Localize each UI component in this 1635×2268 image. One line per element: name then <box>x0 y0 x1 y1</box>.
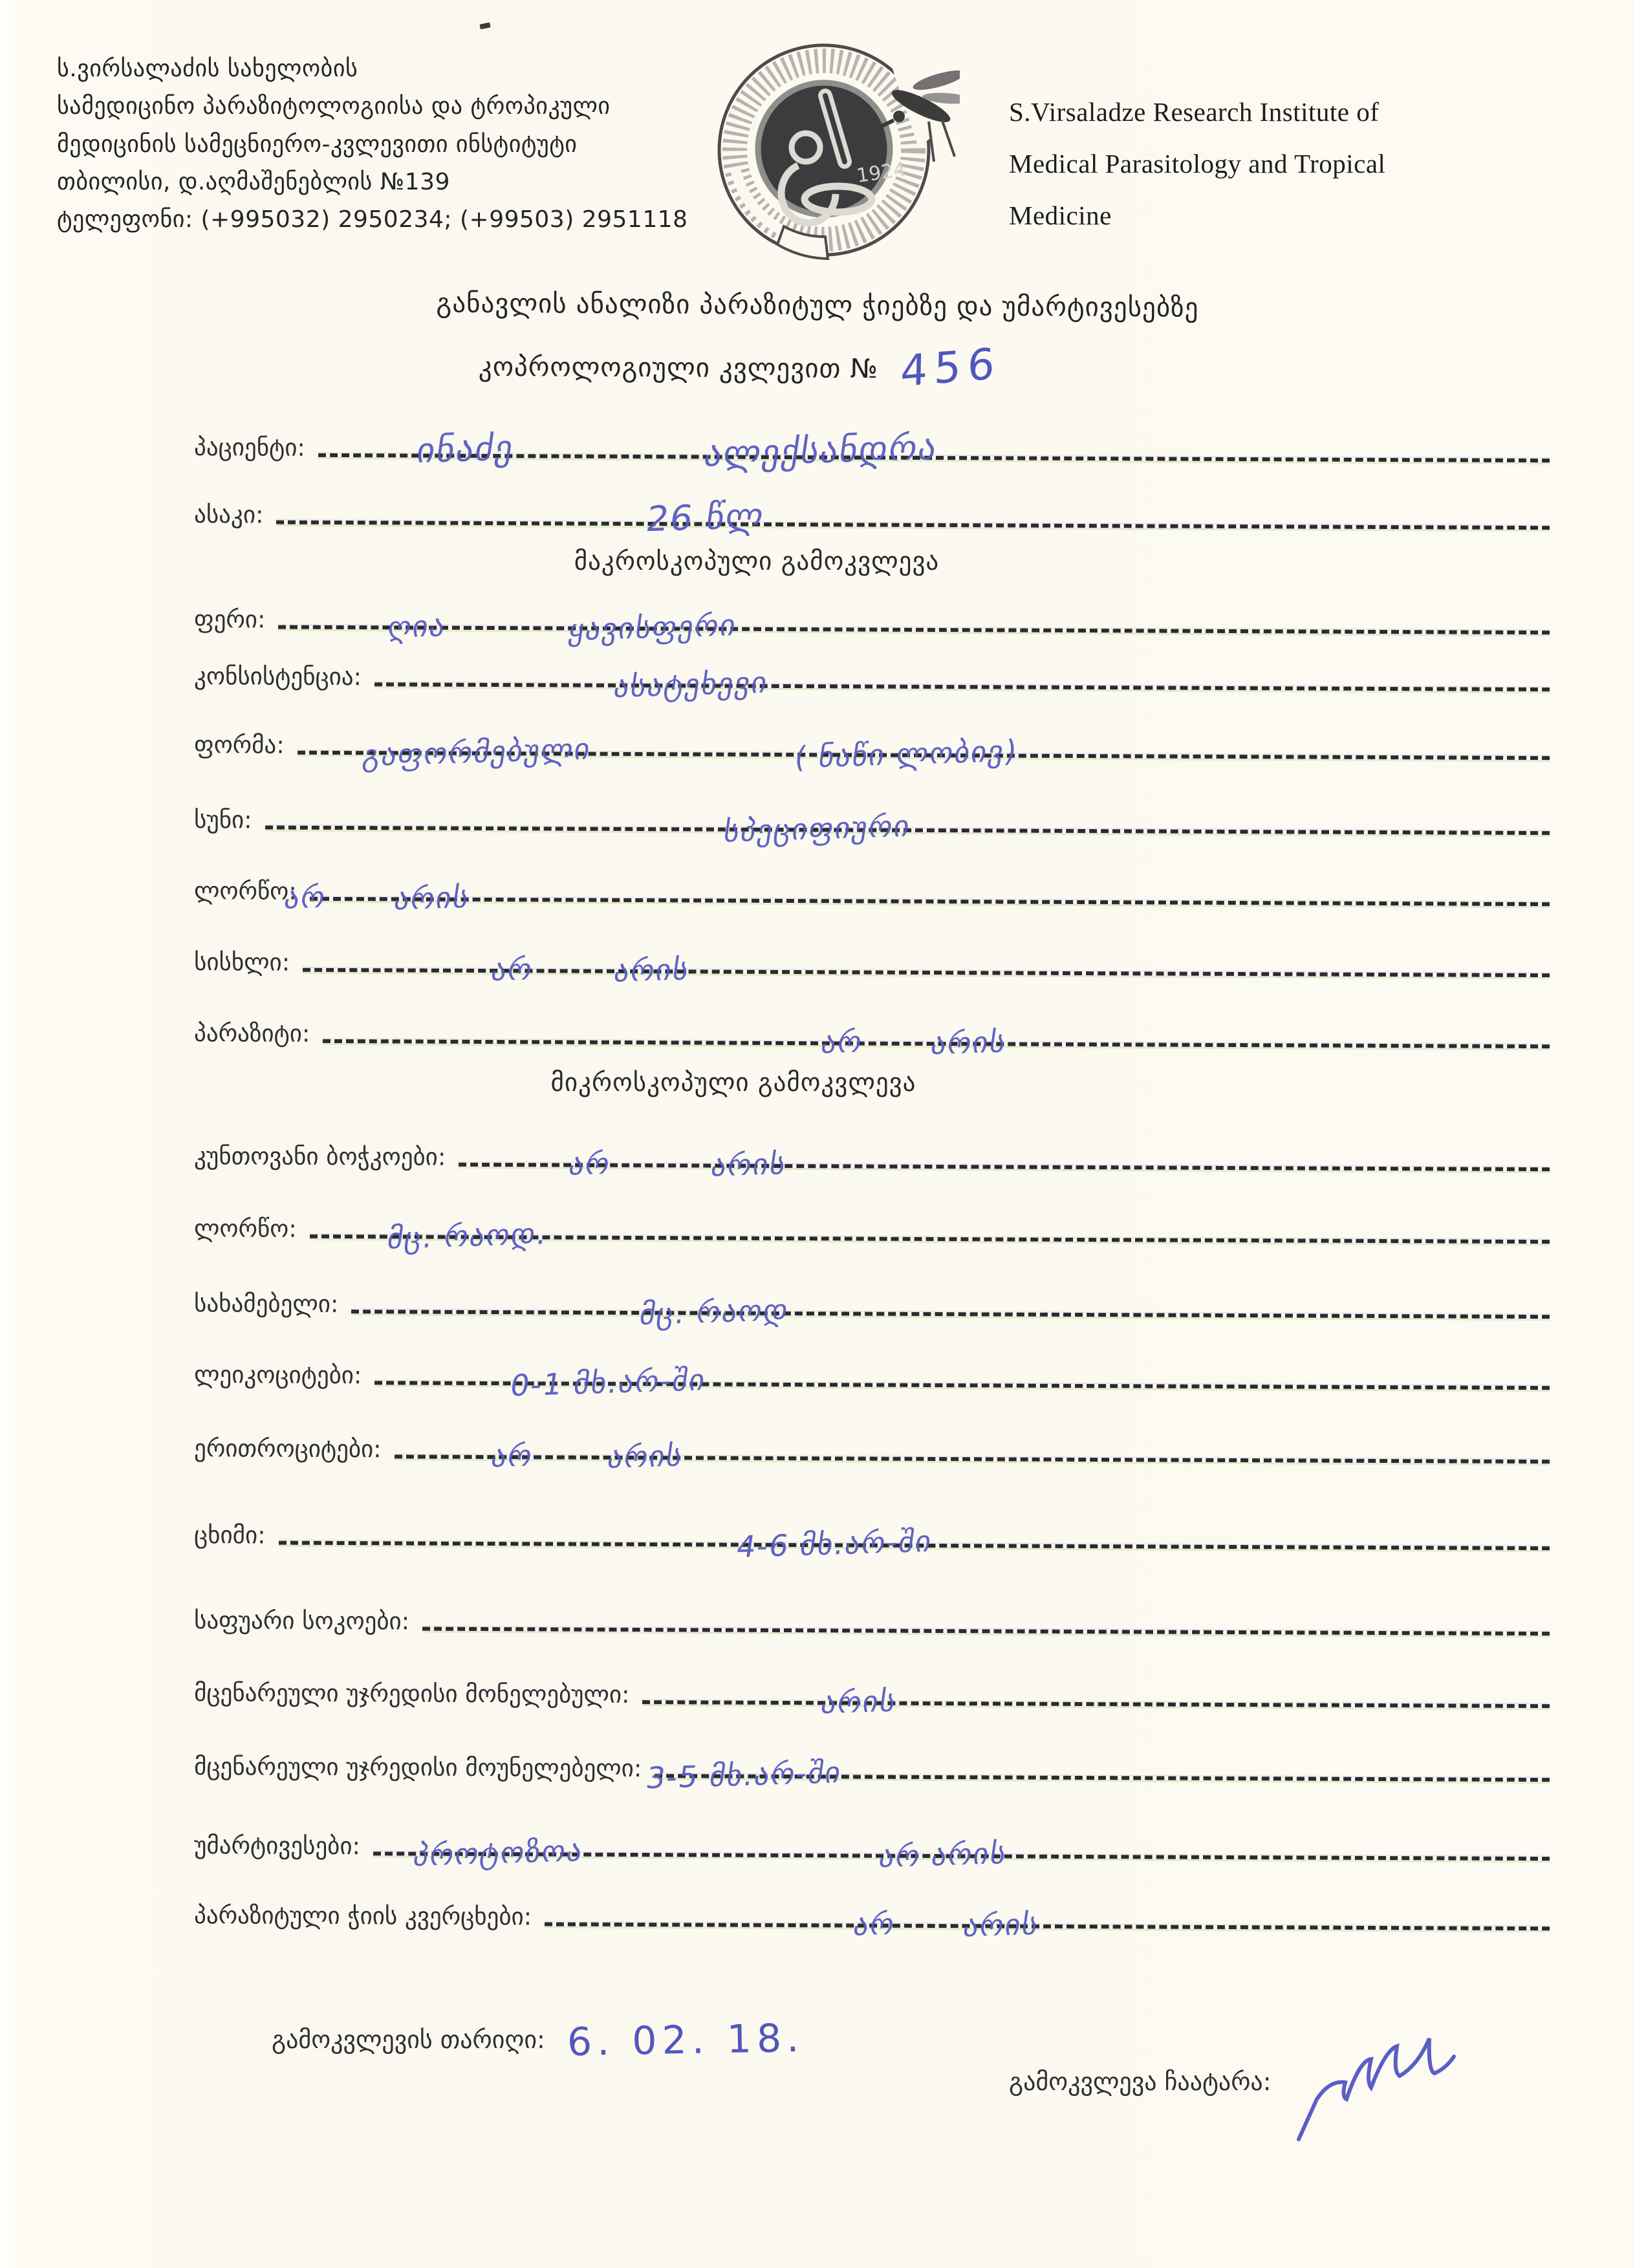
exam-date-block <box>272 2015 805 2066</box>
examiner-signature <box>1291 2022 1485 2151</box>
plant-undigested-label: მცენარეული უჯრედისი მოუნელებელი: <box>193 1753 642 1783</box>
patient-first-name-handwriting: ინაძე <box>414 427 517 471</box>
parasite-label: პარაზიტი: <box>193 1019 310 1048</box>
blood-label: სისხლი: <box>193 948 290 977</box>
seal-year: 1924 <box>855 158 907 188</box>
muscle-fibers-value-handwriting: არის <box>708 1146 790 1183</box>
patient-last-name-handwriting: ალექსანდრა <box>701 426 941 475</box>
field-row-age <box>193 494 1550 540</box>
institute-en-line: Medical Parasitology and Tropical <box>1009 148 1386 178</box>
consistency-label: კონსისტენცია: <box>193 662 362 691</box>
form-title-line2-text: კოპროლოგიული კვლევით № <box>478 351 879 385</box>
dashed-line <box>310 897 1550 906</box>
dashed-line <box>303 968 1550 977</box>
field-row-mucus-macro <box>193 870 1550 917</box>
field-row-muscle-fibers <box>193 1136 1550 1183</box>
worm-eggs-value-handwriting: არის <box>960 1906 1042 1944</box>
dashed-line <box>374 682 1550 691</box>
institute-en-line: S.Virsaladze Research Institute of <box>1009 97 1380 127</box>
institute-address-block <box>57 50 697 283</box>
starch-value-handwriting: მც. რაოდ <box>637 1292 792 1332</box>
dashed-line <box>276 521 1550 530</box>
protozoa-value-handwriting: არ არის <box>876 1835 1010 1875</box>
field-row-protozoa <box>193 1825 1550 1875</box>
erythrocytes-value-handwriting: არის <box>605 1438 686 1475</box>
form-note-handwriting: ( ნაწი ლობივ) <box>792 733 1021 775</box>
field-row-erythrocytes <box>193 1428 1550 1475</box>
parasite-value-handwriting: არ <box>818 1024 866 1061</box>
smell-label: სუნი: <box>193 806 252 834</box>
worm-eggs-label: პარაზიტული ჭიის კვერცხები: <box>193 1901 532 1931</box>
exam-date-handwriting: 6. 02. 18. <box>567 2015 805 2066</box>
leukocytes-value-handwriting: 0-1 მხ.არ-ში <box>508 1362 709 1403</box>
field-row-fat <box>193 1515 1550 1564</box>
form-footer <box>0 2015 1635 2097</box>
dashed-line <box>351 1310 1550 1319</box>
blood-value-handwriting: არ <box>488 951 536 988</box>
field-row-worm-eggs <box>193 1895 1550 1944</box>
form-label: ფორმა: <box>193 731 285 759</box>
dashed-line <box>459 1163 1550 1171</box>
field-row-parasite <box>193 1013 1550 1061</box>
examiner-block <box>1009 2018 1485 2147</box>
form-title <box>0 287 1635 397</box>
institute-name-line: ს.ვირსალაძის სახელობის <box>57 56 358 82</box>
field-row-patient <box>193 426 1550 475</box>
exam-date-label: გამოკვლევის თარიღი: <box>272 2025 545 2055</box>
institute-en-line: Medicine <box>1009 200 1112 230</box>
dashed-line <box>395 1454 1550 1463</box>
institute-address-line: თბილისი, დ.აღმაშენებლის №139 <box>57 168 450 195</box>
muscle-fibers-label: კუნთოვანი ბოჭკოები: <box>193 1142 446 1171</box>
blood-value-handwriting: არის <box>611 951 693 989</box>
field-row-starch <box>193 1283 1550 1332</box>
plant-digested-value-handwriting: არის <box>818 1683 900 1721</box>
field-row-smell <box>193 799 1550 849</box>
form-title-line2 <box>0 333 1557 397</box>
mucus-value-handwriting: არ <box>281 879 329 916</box>
dashed-line <box>278 625 1550 635</box>
mucus-value-handwriting: არის <box>391 879 473 917</box>
form-header <box>57 50 1583 283</box>
fat-label: ცხიმი: <box>193 1521 266 1550</box>
worm-eggs-value-handwriting: არ <box>850 1906 898 1943</box>
scan-speck <box>479 22 490 29</box>
institute-seal-logo <box>701 39 960 272</box>
field-row-blood <box>193 942 1550 989</box>
dashed-line <box>545 1922 1550 1930</box>
fat-value-handwriting: 4-6 მხ.არ-ში <box>734 1523 935 1564</box>
field-row-leukocytes <box>193 1354 1550 1403</box>
starch-label: სახამებელი: <box>193 1290 339 1319</box>
exam-number-handwriting: 456 <box>900 338 1002 397</box>
erythrocytes-label: ერითროციტები: <box>193 1434 382 1463</box>
form-value-handwriting: გაფორმებული <box>360 731 594 773</box>
erythrocytes-value-handwriting: არ <box>488 1438 536 1474</box>
patient-label: პაციენტი: <box>193 433 305 462</box>
field-row-consistency <box>193 656 1550 704</box>
dashed-line <box>422 1627 1550 1636</box>
consistency-value-handwriting: ასატეხევი <box>611 664 771 704</box>
institute-name-english <box>1009 50 1385 283</box>
protozoa-label: უმარტივესები: <box>193 1831 361 1861</box>
mucus-micro-value-handwriting: მც. რაოდ. <box>385 1216 550 1256</box>
field-row-form <box>193 724 1550 775</box>
field-row-color <box>193 599 1550 648</box>
examiner-label: გამოკვლევა ჩაატარა: <box>1009 2068 1272 2097</box>
yeast-fungi-label: საფუარი სოკოები: <box>193 1606 410 1636</box>
color-value-handwriting: ღია <box>385 608 449 645</box>
institute-phone-line: ტელეფონი: (+995032) 2950234; (+99503) 2951118 <box>57 206 688 233</box>
field-row-yeast-fungi <box>194 1600 1550 1639</box>
muscle-fibers-value-handwriting: არ <box>566 1145 614 1182</box>
plant-digested-label: მცენარეული უჯრედისი მონელებული: <box>193 1679 630 1709</box>
age-label: ასაკი: <box>193 501 264 529</box>
color-label: ფერი: <box>193 605 266 634</box>
color-value-handwriting: ყავისფერი <box>566 607 740 648</box>
mucus-label: ლორწო: <box>193 877 297 905</box>
section-header-microscopic: მიკროსკოპული გამოკვლევა <box>550 1068 916 1097</box>
field-row-plant-digested <box>193 1672 1550 1721</box>
age-value-handwriting: 26 წლ <box>643 495 768 540</box>
institute-name-line: სამედიცინო პარაზიტოლოგიისა და ტროპიკული <box>57 93 611 120</box>
field-row-mucus-micro <box>193 1208 1550 1256</box>
plant-undigested-value-handwriting: 3-5 მხ.არ-ში <box>644 1755 845 1796</box>
leukocytes-label: ლეიკოციტები: <box>193 1361 362 1390</box>
parasite-value-handwriting: არის <box>928 1024 1010 1061</box>
form-title-line1: განავლის ანალიზი პარაზიტულ ჭიებზე და უმარტივესებზე <box>436 287 1199 323</box>
section-header-macroscopic: მაკროსკოპული გამოკვლევა <box>574 547 940 576</box>
institute-name-line: მედიცინის სამეცნიერო-კვლევითი ინსტიტუტი <box>57 131 578 158</box>
mucus-micro-label: ლორწო: <box>193 1215 297 1243</box>
protozoa-value-handwriting: პროტოზოა <box>411 1833 586 1874</box>
smell-value-handwriting: სპეციფიური <box>721 808 913 849</box>
field-row-plant-undigested <box>193 1746 1550 1796</box>
dashed-line <box>642 1700 1550 1708</box>
